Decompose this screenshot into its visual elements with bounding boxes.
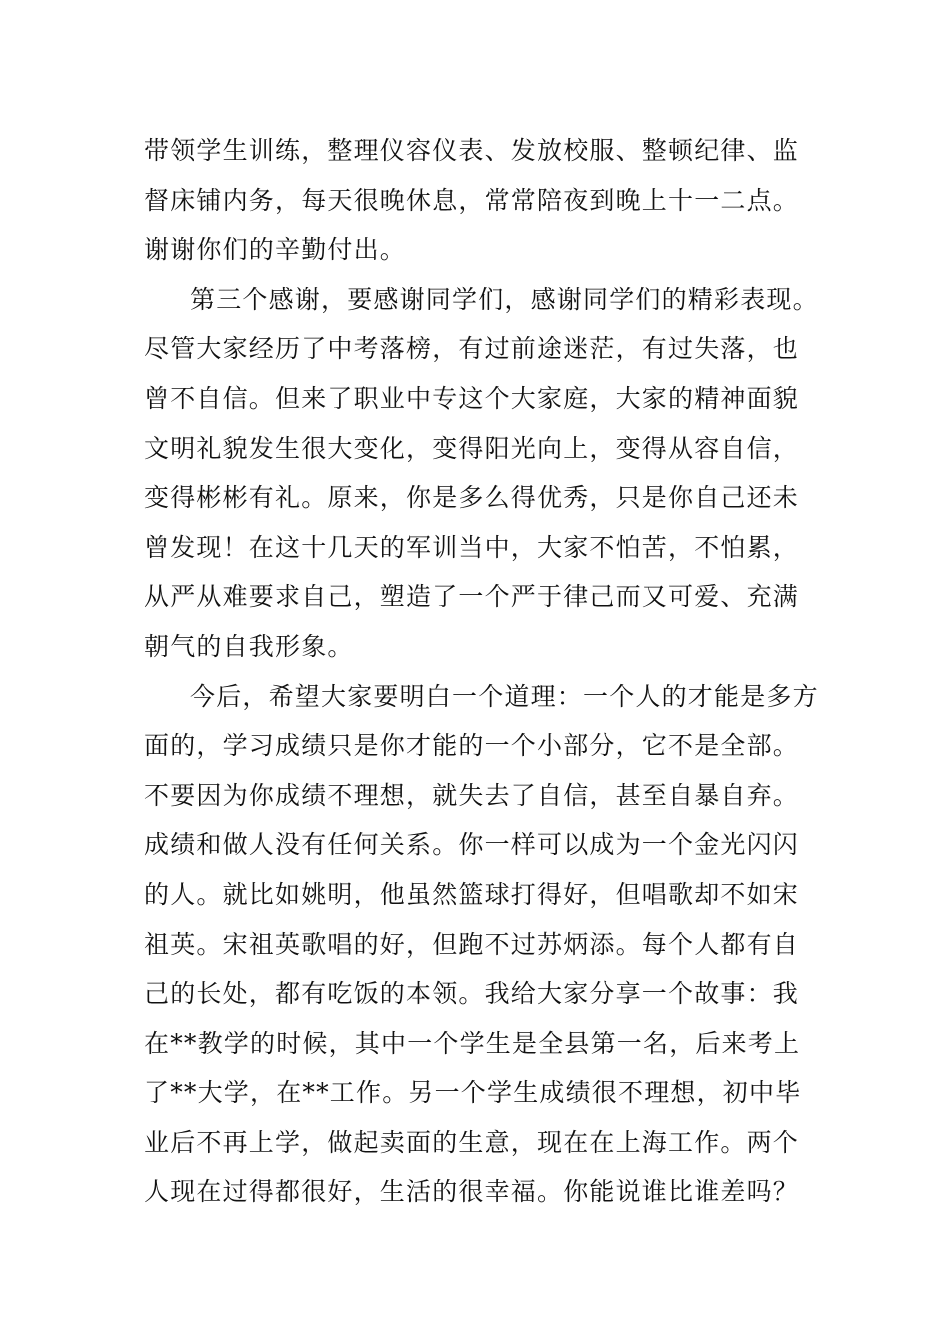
paragraph-3 [144, 672, 819, 1218]
text-line: 面的，学习成绩只是你才能的一个小部分，它不是全部。 [144, 731, 800, 761]
text-line: 业后不再上学，做起卖面的生意，现在在上海工作。两个 [144, 1127, 800, 1157]
text-line: 不要因为你成绩不理想，就失去了自信，甚至自暴自弃。 [144, 780, 800, 810]
text-line: 谢谢你们的辛勤付出。 [144, 235, 407, 265]
text-line: 第三个感谢，要感谢同学们，感谢同学们的精彩表现。 [190, 284, 819, 314]
text-line: 祖英。宋祖英歌唱的好，但跑不过苏炳添。每个人都有自 [144, 929, 800, 959]
text-line: 从严从难要求自己，塑造了一个严于律己而又可爱、充满 [144, 582, 800, 612]
text-line: 的人。就比如姚明，他虽然篮球打得好，但唱歌却不如宋 [144, 879, 800, 909]
text-line: 尽管大家经历了中考落榜，有过前途迷茫，有过失落，也 [144, 334, 800, 364]
text-line: 朝气的自我形象。 [144, 631, 354, 661]
text-line: 曾发现！在这十几天的军训当中，大家不怕苦，不怕累， [144, 532, 800, 562]
text-line: 人现在过得都很好，生活的很幸福。你能说谁比谁差吗？ [144, 1177, 800, 1207]
text-line: 文明礼貌发生很大变化，变得阳光向上，变得从容自信， [144, 433, 800, 463]
body-text [144, 126, 819, 1217]
text-line: 带领学生训练，整理仪容仪表、发放校服、整顿纪律、监 [144, 136, 800, 165]
text-line: 在**教学的时候，其中一个学生是全县第一名，后来考上 [144, 1028, 801, 1058]
text-line: 成绩和做人没有任何关系。你一样可以成为一个金光闪闪 [144, 830, 800, 860]
text-line: 曾不自信。但来了职业中专这个大家庭，大家的精神面貌 [144, 383, 800, 413]
paragraph-2 [144, 275, 819, 672]
text-line: 督床铺内务，每天很晚休息，常常陪夜到晚上十一二点。 [144, 185, 800, 215]
text-line: 己的长处，都有吃饭的本领。我给大家分享一个故事：我 [144, 979, 800, 1009]
paragraph-1 [144, 126, 814, 275]
text-line: 今后，希望大家要明白一个道理：一个人的才能是多方 [190, 681, 819, 711]
text-line: 了**大学，在**工作。另一个学生成绩很不理想，初中毕 [144, 1078, 802, 1108]
text-line: 变得彬彬有礼。原来，你是多么得优秀，只是你自己还未 [144, 483, 800, 513]
